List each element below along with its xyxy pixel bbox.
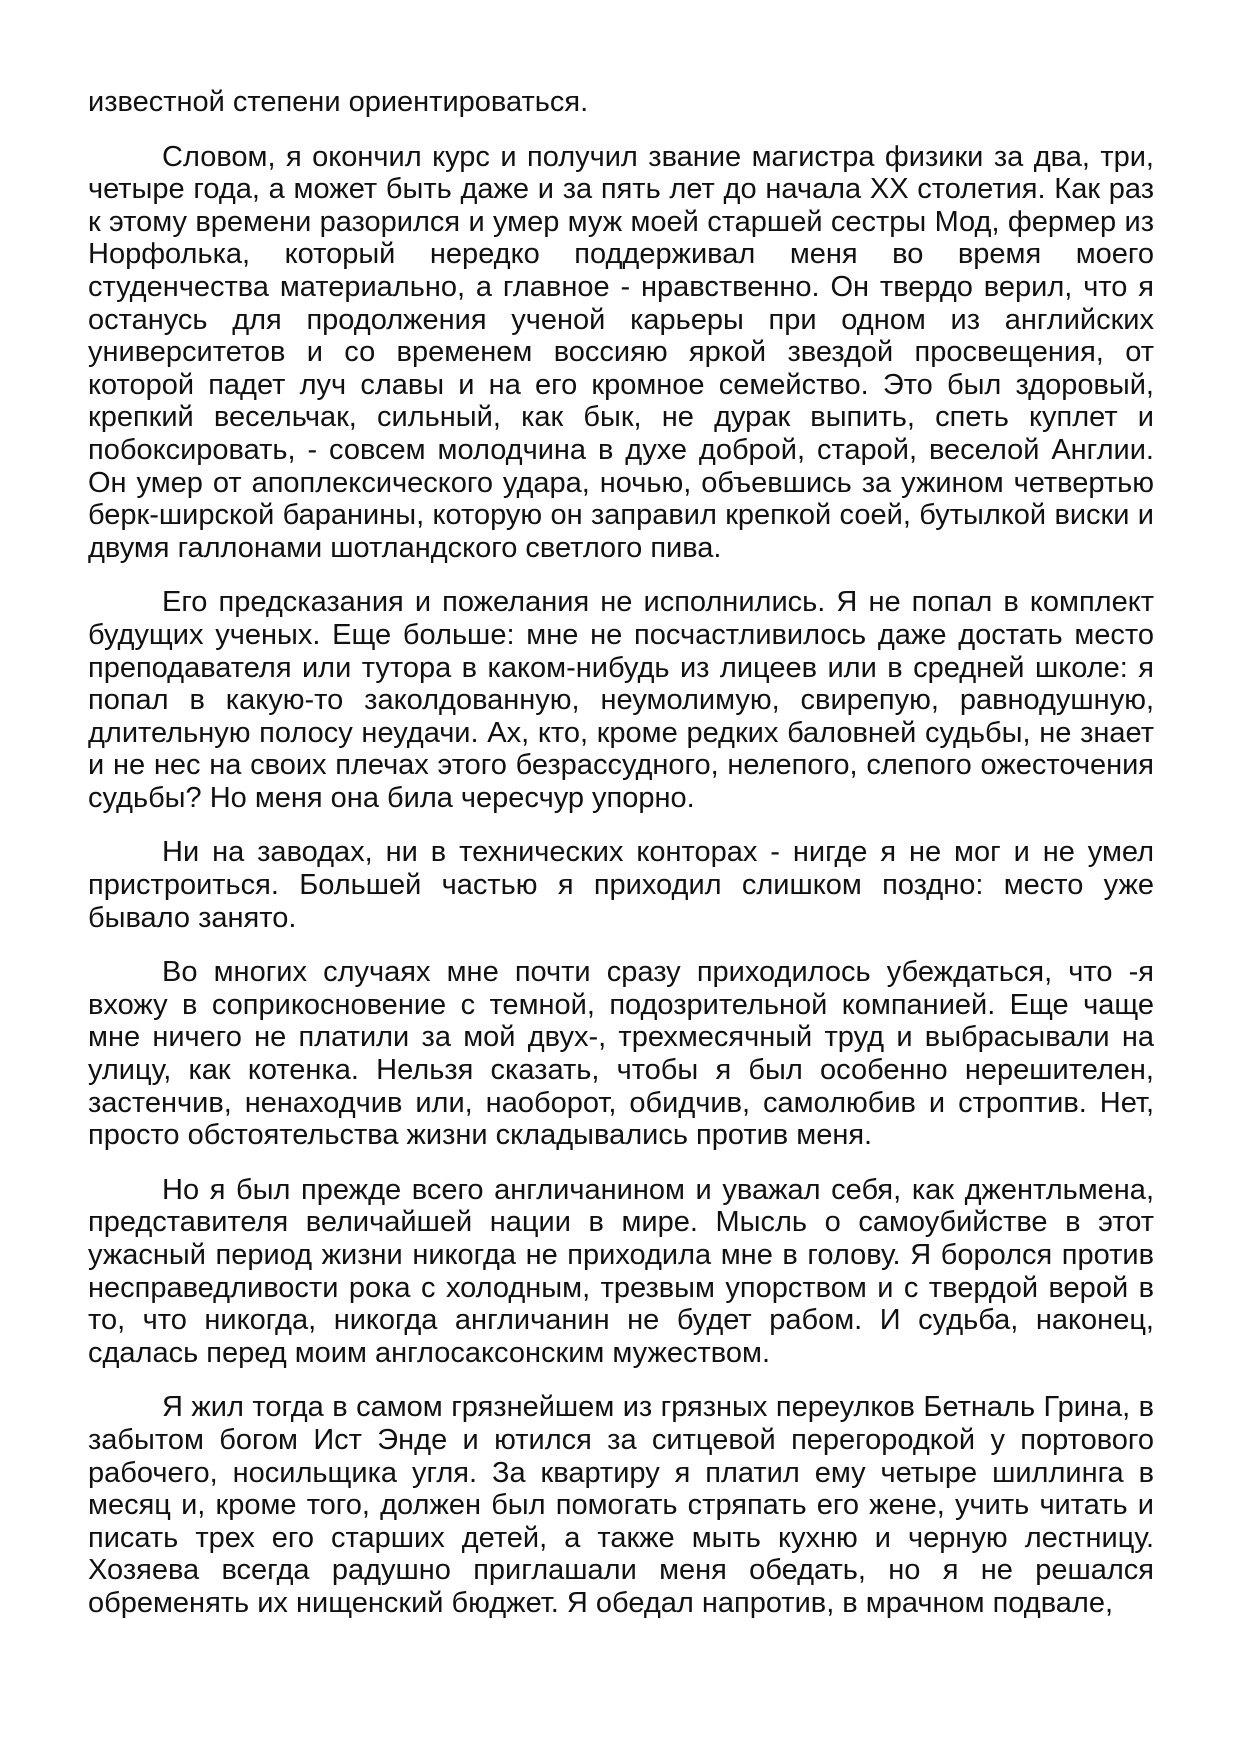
paragraph-factories: Ни на заводах, ни в технических конторах - нигде я не мог и не умел пристроиться. Большей частью я приходил слишком поздно: место уже бывало занято. bbox=[88, 836, 1154, 934]
paragraph-predictions: Его предсказания и пожелания не исполнились. Я не попал в комплект будущих ученых. Еще больше: мне не посчастливилось даже достать место преподавателя или тутора в каком-нибудь из лицеев или в средней школе: я попал в какую-то заколдованную, неумолимую, свирепую, равнодушную, длительную полосу неудачи. Ах, кто, кроме редких баловней судьбы, не знает и не нес на своих плечах этого безрассудного, нелепого, слепого ожесточения судьбы? Но меня она била чересчур упорно. bbox=[88, 586, 1154, 814]
document-page bbox=[88, 86, 1154, 1642]
paragraph-englishman: Но я был прежде всего англичанином и уважал себя, как джентльмена, представителя величайшей нации в мире. Мысль о самоубийстве в этот ужасный период жизни никогда не приходила мне в голову. Я боролся против несправедливости рока с холодным, трезвым упорством и с твердой верой в то, что никогда, никогда англичанин не будет рабом. И судьба, наконец, сдалась перед моим англосаксонским мужеством. bbox=[88, 1173, 1154, 1369]
paragraph-dark-company: Во многих случаях мне почти сразу приходилось убеждаться, что -я вхожу в соприкосновение с темной, подозрительной компанией. Еще чаще мне ничего не платили за мой двух-, трехмесячный труд и выбрасывали на улицу, как котенка. Нельзя сказать, чтобы я был особенно нерешителен, застенчив, ненаходчив или, наоборот, обидчив, самолюбив и строптив. Нет, просто обстоятельства жизни складывались против меня. bbox=[88, 956, 1154, 1152]
paragraph-master-degree: Словом, я окончил курс и получил звание магистра физики за два, три, четыре года, а может быть даже и за пять лет до начала XX столетия. Как раз к этому времени разорился и умер муж моей старшей сестры Мод, фермер из Норфолька, который нередко поддерживал меня во время моего студенчества материально, а главное - нравственно. Он твердо верил, что я останусь для продолжения ученой карьеры при одном из английских университетов и со временем воссияю яркой звездой просвещения, от которой падет луч славы и на его кромное семейство. Это был здоровый, крепкий весельчак, сильный, как бык, не дурак выпить, спеть куплет и побоксировать, - совсем молодчина в духе доброй, старой, веселой Англии. Он умер от апоплексического удара, ночью, объевшись за ужином четвертью берк-ширской баранины, которую он заправил крепкой соей, бутылкой виски и двумя галлонами шотландского светлого пива. bbox=[88, 140, 1154, 564]
paragraph-bethnal-green: Я жил тогда в самом грязнейшем из грязных переулков Бетналь Грина, в забытом богом Ист Энде и ютился за ситцевой перегородкой у портового рабочего, носильщика угля. За квартиру я платил ему четыре шиллинга в месяц и, кроме того, должен был помогать стряпать его жене, учить читать и писать трех его старших детей, а также мыть кухню и черную лестницу. Хозяева всегда радушно приглашали меня обедать, но я не решался обременять их нищенский бюджет. Я обедал напротив, в мрачном подвале, bbox=[88, 1391, 1154, 1619]
paragraph-continuation: известной степени ориентироваться. bbox=[88, 86, 589, 118]
